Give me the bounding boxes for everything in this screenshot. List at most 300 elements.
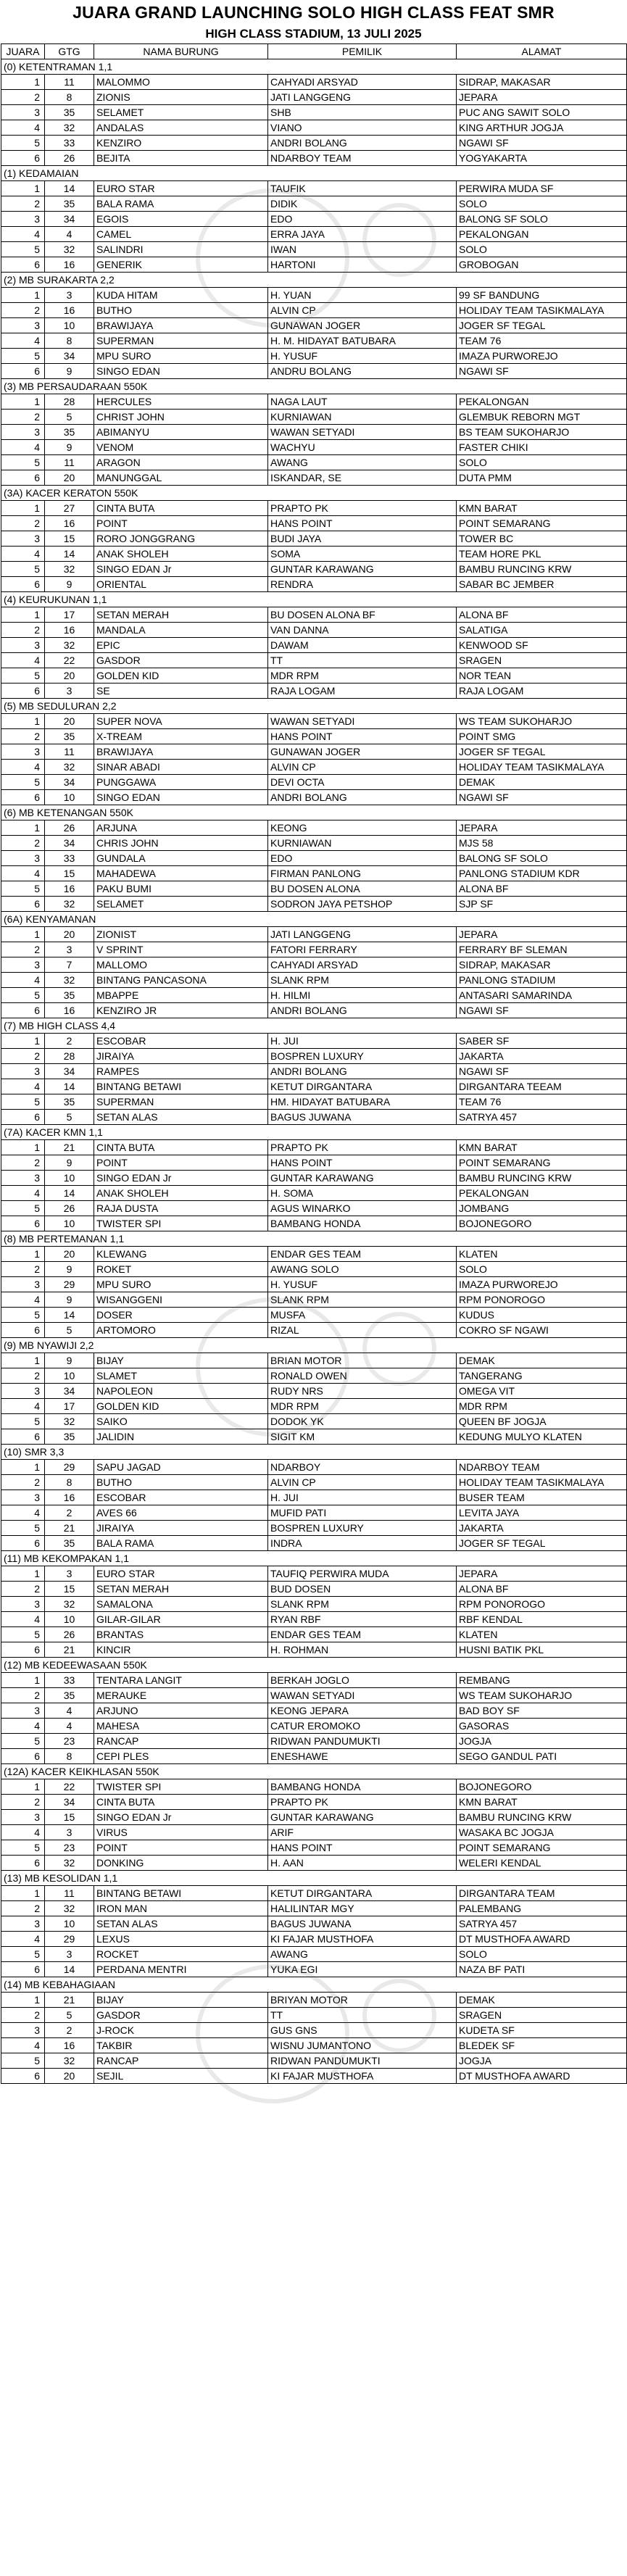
cell-juara: 6 bbox=[1, 684, 45, 699]
table-row bbox=[1, 1566, 627, 1582]
cell-nama-burung: MPU SURO bbox=[94, 1277, 268, 1292]
class-name: (0) KETENTRAMAN 1,1 bbox=[1, 59, 627, 75]
cell-juara: 4 bbox=[1, 973, 45, 988]
cell-gtg: 34 bbox=[45, 1795, 94, 1810]
class-header-row bbox=[1, 1764, 627, 1779]
cell-juara: 6 bbox=[1, 790, 45, 805]
results-table-body bbox=[1, 44, 627, 2084]
cell-nama-burung: SINGO EDAN Jr bbox=[94, 1171, 268, 1186]
cell-alamat: PERWIRA MUDA SF bbox=[457, 181, 627, 196]
cell-nama-burung: J-ROCK bbox=[94, 2023, 268, 2038]
cell-alamat: JEPARA bbox=[457, 820, 627, 836]
cell-alamat: DT MUSTHOFA AWARD bbox=[457, 2069, 627, 2084]
cell-pemilik: H. YUSUF bbox=[268, 349, 457, 364]
cell-nama-burung: SETAN ALAS bbox=[94, 1916, 268, 1932]
cell-gtg: 2 bbox=[45, 1505, 94, 1521]
cell-alamat: POINT SMG bbox=[457, 729, 627, 744]
cell-alamat: WS TEAM SUKOHARJO bbox=[457, 714, 627, 729]
results-table bbox=[1, 43, 627, 2084]
cell-alamat: SATRYA 457 bbox=[457, 1916, 627, 1932]
cell-alamat: NGAWI SF bbox=[457, 1003, 627, 1018]
table-row bbox=[1, 957, 627, 973]
cell-gtg: 35 bbox=[45, 105, 94, 120]
cell-pemilik: HANS POINT bbox=[268, 1840, 457, 1856]
cell-gtg: 15 bbox=[45, 1810, 94, 1825]
cell-pemilik: H. ROHMAN bbox=[268, 1642, 457, 1658]
cell-alamat: GROBOGAN bbox=[457, 257, 627, 273]
cell-alamat: YOGYAKARTA bbox=[457, 151, 627, 166]
cell-gtg: 15 bbox=[45, 531, 94, 547]
cell-alamat: BOJONEGORO bbox=[457, 1779, 627, 1795]
cell-nama-burung: GENERIK bbox=[94, 257, 268, 273]
cell-alamat: POINT SEMARANG bbox=[457, 516, 627, 531]
cell-alamat: OMEGA VIT bbox=[457, 1384, 627, 1399]
cell-juara: 2 bbox=[1, 1155, 45, 1171]
cell-nama-burung: MAHADEWA bbox=[94, 866, 268, 881]
cell-gtg: 35 bbox=[45, 988, 94, 1003]
cell-alamat: HOLIDAY TEAM TASIKMALAYA bbox=[457, 303, 627, 318]
cell-gtg: 32 bbox=[45, 1414, 94, 1429]
cell-pemilik: DAWAM bbox=[268, 638, 457, 653]
cell-juara: 6 bbox=[1, 1962, 45, 1977]
cell-alamat: BAMBU RUNCING KRW bbox=[457, 1171, 627, 1186]
cell-alamat: JOGER SF TEGAL bbox=[457, 318, 627, 333]
cell-juara: 5 bbox=[1, 1840, 45, 1856]
cell-alamat: MJS 58 bbox=[457, 836, 627, 851]
table-row bbox=[1, 1703, 627, 1719]
cell-gtg: 20 bbox=[45, 470, 94, 486]
cell-pemilik: ANDRI BOLANG bbox=[268, 136, 457, 151]
cell-gtg: 32 bbox=[45, 242, 94, 257]
cell-pemilik: KETUT DIRGANTARA bbox=[268, 1079, 457, 1094]
cell-nama-burung: MALLOMO bbox=[94, 957, 268, 973]
cell-pemilik: SLANK RPM bbox=[268, 1597, 457, 1612]
class-name: (6A) KENYAMANAN bbox=[1, 912, 627, 927]
cell-pemilik: ANDRI BOLANG bbox=[268, 790, 457, 805]
cell-alamat: ALONA BF bbox=[457, 1582, 627, 1597]
class-name: (13) MB KESOLIDAN 1,1 bbox=[1, 1871, 627, 1886]
class-header-row bbox=[1, 592, 627, 607]
cell-alamat: KENWOOD SF bbox=[457, 638, 627, 653]
cell-juara: 3 bbox=[1, 105, 45, 120]
cell-juara: 1 bbox=[1, 927, 45, 942]
cell-nama-burung: ABIMANYU bbox=[94, 425, 268, 440]
table-row bbox=[1, 1947, 627, 1962]
table-row bbox=[1, 1505, 627, 1521]
cell-alamat: TOWER BC bbox=[457, 531, 627, 547]
cell-juara: 1 bbox=[1, 1460, 45, 1475]
cell-juara: 5 bbox=[1, 1414, 45, 1429]
cell-alamat: KUDUS bbox=[457, 1308, 627, 1323]
cell-gtg: 21 bbox=[45, 1521, 94, 1536]
cell-nama-burung: SETAN ALAS bbox=[94, 1110, 268, 1125]
cell-alamat: POINT SEMARANG bbox=[457, 1155, 627, 1171]
cell-gtg: 3 bbox=[45, 684, 94, 699]
cell-alamat: KMN BARAT bbox=[457, 501, 627, 516]
table-row bbox=[1, 1064, 627, 1079]
table-row bbox=[1, 1642, 627, 1658]
table-row bbox=[1, 623, 627, 638]
cell-gtg: 35 bbox=[45, 425, 94, 440]
cell-alamat: JEPARA bbox=[457, 1566, 627, 1582]
class-header-row bbox=[1, 1977, 627, 1993]
table-row bbox=[1, 136, 627, 151]
cell-pemilik: BERKAH JOGLO bbox=[268, 1673, 457, 1688]
table-row bbox=[1, 2053, 627, 2069]
table-row bbox=[1, 607, 627, 623]
cell-gtg: 32 bbox=[45, 120, 94, 136]
cell-pemilik: WISNU JUMANTONO bbox=[268, 2038, 457, 2053]
cell-nama-burung: SAMALONA bbox=[94, 1597, 268, 1612]
table-row bbox=[1, 562, 627, 577]
cell-alamat: NOR TEAN bbox=[457, 668, 627, 684]
cell-alamat: FASTER CHIKI bbox=[457, 440, 627, 455]
cell-juara: 2 bbox=[1, 516, 45, 531]
cell-pemilik: AWANG SOLO bbox=[268, 1262, 457, 1277]
cell-alamat: JOMBANG bbox=[457, 1201, 627, 1216]
cell-gtg: 33 bbox=[45, 136, 94, 151]
cell-pemilik: KURNIAWAN bbox=[268, 410, 457, 425]
cell-pemilik: WAWAN SETYADI bbox=[268, 714, 457, 729]
cell-alamat: BUSER TEAM bbox=[457, 1490, 627, 1505]
column-header-gtg: GTG bbox=[45, 44, 94, 59]
cell-juara: 3 bbox=[1, 2023, 45, 2038]
cell-gtg: 16 bbox=[45, 303, 94, 318]
cell-nama-burung: BRAWIJAYA bbox=[94, 744, 268, 760]
cell-pemilik: ERRA JAYA bbox=[268, 227, 457, 242]
cell-juara: 2 bbox=[1, 1368, 45, 1384]
cell-juara: 1 bbox=[1, 607, 45, 623]
cell-pemilik: AGUS WINARKO bbox=[268, 1201, 457, 1216]
cell-pemilik: YUKA EGI bbox=[268, 1962, 457, 1977]
cell-gtg: 29 bbox=[45, 1460, 94, 1475]
table-row bbox=[1, 1993, 627, 2008]
cell-nama-burung: ARTOMORO bbox=[94, 1323, 268, 1338]
cell-nama-burung: SUPER NOVA bbox=[94, 714, 268, 729]
cell-pemilik: SOMA bbox=[268, 547, 457, 562]
cell-gtg: 14 bbox=[45, 1308, 94, 1323]
cell-pemilik: RIDWAN PANDUMUKTI bbox=[268, 2053, 457, 2069]
cell-pemilik: MDR RPM bbox=[268, 668, 457, 684]
cell-gtg: 10 bbox=[45, 318, 94, 333]
cell-pemilik: MUSFA bbox=[268, 1308, 457, 1323]
column-header-alamat: ALAMAT bbox=[457, 44, 627, 59]
table-row bbox=[1, 2008, 627, 2023]
cell-pemilik: BOSPREN LUXURY bbox=[268, 1521, 457, 1536]
cell-nama-burung: EURO STAR bbox=[94, 1566, 268, 1582]
cell-juara: 4 bbox=[1, 1719, 45, 1734]
table-row bbox=[1, 1810, 627, 1825]
cell-juara: 2 bbox=[1, 1582, 45, 1597]
cell-pemilik: VAN DANNA bbox=[268, 623, 457, 638]
cell-juara: 2 bbox=[1, 836, 45, 851]
cell-gtg: 22 bbox=[45, 1779, 94, 1795]
cell-pemilik: HARTONI bbox=[268, 257, 457, 273]
cell-pemilik: PRAPTO PK bbox=[268, 1795, 457, 1810]
cell-alamat: DEMAK bbox=[457, 1993, 627, 2008]
table-row bbox=[1, 1597, 627, 1612]
table-row bbox=[1, 1475, 627, 1490]
class-name: (7) MB HIGH CLASS 4,4 bbox=[1, 1018, 627, 1034]
cell-nama-burung: BRAWIJAYA bbox=[94, 318, 268, 333]
table-row bbox=[1, 790, 627, 805]
table-row bbox=[1, 1901, 627, 1916]
cell-pemilik: SIGIT KM bbox=[268, 1429, 457, 1445]
cell-gtg: 4 bbox=[45, 227, 94, 242]
cell-juara: 2 bbox=[1, 1049, 45, 1064]
cell-nama-burung: BIJAY bbox=[94, 1993, 268, 2008]
cell-gtg: 3 bbox=[45, 288, 94, 303]
table-row bbox=[1, 1110, 627, 1125]
cell-alamat: COKRO SF NGAWI bbox=[457, 1323, 627, 1338]
cell-nama-burung: BINTANG PANCASONA bbox=[94, 973, 268, 988]
table-row bbox=[1, 151, 627, 166]
cell-juara: 4 bbox=[1, 1932, 45, 1947]
cell-nama-burung: ARJUNA bbox=[94, 820, 268, 836]
cell-pemilik: PRAPTO PK bbox=[268, 501, 457, 516]
table-row bbox=[1, 1216, 627, 1231]
cell-nama-burung: SINGO EDAN Jr bbox=[94, 562, 268, 577]
cell-nama-burung: SINGO EDAN Jr bbox=[94, 1810, 268, 1825]
cell-juara: 6 bbox=[1, 577, 45, 592]
cell-pemilik: BRIAN MOTOR bbox=[268, 1353, 457, 1368]
table-row bbox=[1, 1962, 627, 1977]
cell-nama-burung: SINGO EDAN bbox=[94, 364, 268, 379]
cell-pemilik: TT bbox=[268, 653, 457, 668]
cell-alamat: REMBANG bbox=[457, 1673, 627, 1688]
cell-pemilik: DODOK YK bbox=[268, 1414, 457, 1429]
cell-gtg: 14 bbox=[45, 1186, 94, 1201]
cell-nama-burung: ANAK SHOLEH bbox=[94, 547, 268, 562]
cell-gtg: 33 bbox=[45, 851, 94, 866]
cell-juara: 5 bbox=[1, 1627, 45, 1642]
cell-juara: 6 bbox=[1, 1749, 45, 1764]
table-row bbox=[1, 668, 627, 684]
cell-nama-burung: AVES 66 bbox=[94, 1505, 268, 1521]
cell-pemilik: GUNAWAN JOGER bbox=[268, 318, 457, 333]
cell-juara: 6 bbox=[1, 1856, 45, 1871]
cell-alamat: SRAGEN bbox=[457, 653, 627, 668]
cell-pemilik: BOSPREN LUXURY bbox=[268, 1049, 457, 1064]
cell-nama-burung: SE bbox=[94, 684, 268, 699]
table-row bbox=[1, 1932, 627, 1947]
cell-pemilik: NAGA LAUT bbox=[268, 394, 457, 410]
cell-gtg: 17 bbox=[45, 1399, 94, 1414]
cell-alamat: TEAM 76 bbox=[457, 333, 627, 349]
cell-pemilik: CAHYADI ARSYAD bbox=[268, 957, 457, 973]
table-row bbox=[1, 242, 627, 257]
cell-gtg: 33 bbox=[45, 1673, 94, 1688]
class-header-row bbox=[1, 912, 627, 927]
table-row bbox=[1, 897, 627, 912]
cell-alamat: LEVITA JAYA bbox=[457, 1505, 627, 1521]
cell-alamat: DT MUSTHOFA AWARD bbox=[457, 1932, 627, 1947]
cell-pemilik: RONALD OWEN bbox=[268, 1368, 457, 1384]
cell-juara: 6 bbox=[1, 151, 45, 166]
class-header-row bbox=[1, 1338, 627, 1353]
cell-gtg: 35 bbox=[45, 1688, 94, 1703]
cell-alamat: HOLIDAY TEAM TASIKMALAYA bbox=[457, 1475, 627, 1490]
cell-gtg: 34 bbox=[45, 349, 94, 364]
cell-alamat: SOLO bbox=[457, 196, 627, 212]
cell-alamat: TANGERANG bbox=[457, 1368, 627, 1384]
cell-pemilik: MUFID PATI bbox=[268, 1505, 457, 1521]
cell-gtg: 9 bbox=[45, 1353, 94, 1368]
cell-gtg: 20 bbox=[45, 714, 94, 729]
cell-nama-burung: MERAUKE bbox=[94, 1688, 268, 1703]
table-row bbox=[1, 1856, 627, 1871]
cell-alamat: NDARBOY TEAM bbox=[457, 1460, 627, 1475]
cell-juara: 4 bbox=[1, 333, 45, 349]
cell-gtg: 5 bbox=[45, 410, 94, 425]
cell-alamat: SOLO bbox=[457, 1262, 627, 1277]
cell-juara: 3 bbox=[1, 1703, 45, 1719]
cell-gtg: 3 bbox=[45, 1566, 94, 1582]
cell-pemilik: ALVIN CP bbox=[268, 303, 457, 318]
cell-alamat: PEKALONGAN bbox=[457, 1186, 627, 1201]
cell-pemilik: NDARBOY TEAM bbox=[268, 151, 457, 166]
cell-nama-burung: MAHESA bbox=[94, 1719, 268, 1734]
cell-alamat: JOGER SF TEGAL bbox=[457, 1536, 627, 1551]
cell-alamat: BAMBU RUNCING KRW bbox=[457, 562, 627, 577]
table-row bbox=[1, 425, 627, 440]
cell-nama-burung: HERCULES bbox=[94, 394, 268, 410]
cell-alamat: JEPARA bbox=[457, 90, 627, 105]
table-row bbox=[1, 75, 627, 90]
cell-gtg: 3 bbox=[45, 1825, 94, 1840]
cell-gtg: 2 bbox=[45, 2023, 94, 2038]
cell-juara: 6 bbox=[1, 257, 45, 273]
cell-gtg: 3 bbox=[45, 942, 94, 957]
cell-nama-burung: SUPERMAN bbox=[94, 1094, 268, 1110]
class-header-row bbox=[1, 273, 627, 288]
cell-pemilik: TAUFIK bbox=[268, 181, 457, 196]
cell-juara: 1 bbox=[1, 820, 45, 836]
cell-pemilik: WACHYU bbox=[268, 440, 457, 455]
cell-gtg: 16 bbox=[45, 623, 94, 638]
cell-juara: 4 bbox=[1, 1505, 45, 1521]
table-row bbox=[1, 973, 627, 988]
table-row bbox=[1, 288, 627, 303]
cell-alamat: BOJONEGORO bbox=[457, 1216, 627, 1231]
class-name: (14) MB KEBAHAGIAAN bbox=[1, 1977, 627, 1993]
cell-gtg: 22 bbox=[45, 653, 94, 668]
table-row bbox=[1, 744, 627, 760]
cell-alamat: GLEMBUK REBORN MGT bbox=[457, 410, 627, 425]
cell-juara: 5 bbox=[1, 668, 45, 684]
cell-pemilik: H. YUAN bbox=[268, 288, 457, 303]
cell-nama-burung: DONKING bbox=[94, 1856, 268, 1871]
cell-alamat: BLEDEK SF bbox=[457, 2038, 627, 2053]
cell-nama-burung: SELAMET bbox=[94, 897, 268, 912]
cell-nama-burung: SINAR ABADI bbox=[94, 760, 268, 775]
cell-alamat: SOLO bbox=[457, 242, 627, 257]
cell-juara: 1 bbox=[1, 288, 45, 303]
cell-juara: 3 bbox=[1, 1171, 45, 1186]
cell-pemilik: WAWAN SETYADI bbox=[268, 1688, 457, 1703]
cell-pemilik: ARIF bbox=[268, 1825, 457, 1840]
cell-juara: 1 bbox=[1, 1886, 45, 1901]
cell-alamat: WASAKA BC JOGJA bbox=[457, 1825, 627, 1840]
cell-juara: 4 bbox=[1, 2038, 45, 2053]
cell-juara: 5 bbox=[1, 1947, 45, 1962]
cell-pemilik: GUS GNS bbox=[268, 2023, 457, 2038]
cell-juara: 4 bbox=[1, 440, 45, 455]
cell-gtg: 9 bbox=[45, 1262, 94, 1277]
cell-alamat: SABER SF bbox=[457, 1034, 627, 1049]
cell-pemilik: H. JUI bbox=[268, 1490, 457, 1505]
class-header-row bbox=[1, 699, 627, 714]
cell-gtg: 34 bbox=[45, 212, 94, 227]
table-row bbox=[1, 1612, 627, 1627]
cell-alamat: NGAWI SF bbox=[457, 790, 627, 805]
cell-gtg: 16 bbox=[45, 516, 94, 531]
cell-juara: 4 bbox=[1, 1292, 45, 1308]
cell-gtg: 34 bbox=[45, 836, 94, 851]
table-row bbox=[1, 1582, 627, 1597]
cell-alamat: SIDRAP, MAKASAR bbox=[457, 957, 627, 973]
table-row bbox=[1, 866, 627, 881]
class-header-row bbox=[1, 486, 627, 501]
cell-pemilik: ENDAR GES TEAM bbox=[268, 1247, 457, 1262]
cell-nama-burung: IRON MAN bbox=[94, 1901, 268, 1916]
table-row bbox=[1, 1308, 627, 1323]
cell-nama-burung: RAMPES bbox=[94, 1064, 268, 1079]
cell-gtg: 23 bbox=[45, 1840, 94, 1856]
cell-pemilik: H. M. HIDAYAT BATUBARA bbox=[268, 333, 457, 349]
table-row bbox=[1, 851, 627, 866]
cell-juara: 2 bbox=[1, 90, 45, 105]
class-name: (3) MB PERSAUDARAAN 550K bbox=[1, 379, 627, 394]
cell-alamat: KMN BARAT bbox=[457, 1795, 627, 1810]
cell-gtg: 35 bbox=[45, 1429, 94, 1445]
cell-juara: 4 bbox=[1, 1079, 45, 1094]
table-row bbox=[1, 775, 627, 790]
cell-nama-burung: MPU SURO bbox=[94, 349, 268, 364]
cell-gtg: 11 bbox=[45, 744, 94, 760]
class-header-row bbox=[1, 59, 627, 75]
cell-nama-burung: BRANTAS bbox=[94, 1627, 268, 1642]
cell-juara: 5 bbox=[1, 988, 45, 1003]
cell-juara: 3 bbox=[1, 1810, 45, 1825]
class-header-row bbox=[1, 1445, 627, 1460]
cell-alamat: IMAZA PURWOREJO bbox=[457, 349, 627, 364]
cell-nama-burung: CINTA BUTA bbox=[94, 1140, 268, 1155]
cell-gtg: 26 bbox=[45, 1201, 94, 1216]
table-row bbox=[1, 333, 627, 349]
cell-pemilik: ANDRU BOLANG bbox=[268, 364, 457, 379]
cell-pemilik: ISKANDAR, SE bbox=[268, 470, 457, 486]
cell-pemilik: TT bbox=[268, 2008, 457, 2023]
cell-gtg: 26 bbox=[45, 820, 94, 836]
cell-pemilik: CAHYADI ARSYAD bbox=[268, 75, 457, 90]
table-row bbox=[1, 577, 627, 592]
table-row bbox=[1, 212, 627, 227]
cell-alamat: WS TEAM SUKOHARJO bbox=[457, 1688, 627, 1703]
cell-juara: 2 bbox=[1, 410, 45, 425]
cell-nama-burung: RANCAP bbox=[94, 1734, 268, 1749]
cell-alamat: SOLO bbox=[457, 1947, 627, 1962]
cell-pemilik: H. JUI bbox=[268, 1034, 457, 1049]
table-row bbox=[1, 394, 627, 410]
cell-nama-burung: POINT bbox=[94, 1840, 268, 1856]
cell-gtg: 5 bbox=[45, 1110, 94, 1125]
cell-juara: 3 bbox=[1, 1064, 45, 1079]
cell-pemilik: BU DOSEN ALONA BF bbox=[268, 607, 457, 623]
cell-nama-burung: CAMEL bbox=[94, 227, 268, 242]
cell-pemilik: GUNTAR KARAWANG bbox=[268, 1171, 457, 1186]
cell-pemilik: GUNAWAN JOGER bbox=[268, 744, 457, 760]
